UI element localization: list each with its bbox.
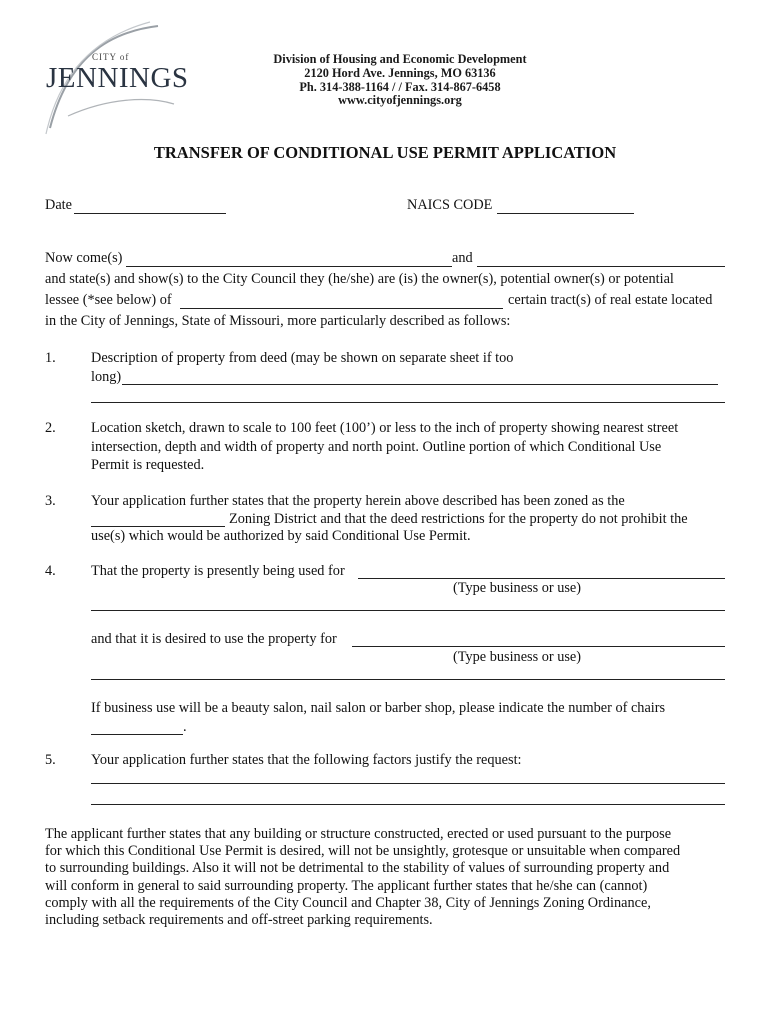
- number-of-chairs-field[interactable]: [91, 734, 183, 735]
- zoning-district-field[interactable]: [91, 526, 225, 527]
- item-3-text-2: Zoning District and that the deed restrictions for the property do not prohibit the: [229, 511, 688, 527]
- chairs-question: If business use will be a beauty salon, nail salon or barber shop, please indicate the number of chairs: [91, 700, 666, 716]
- header-line-division: Division of Housing and Economic Development: [273, 52, 527, 66]
- lessee-label: lessee (*see below) of: [45, 292, 172, 308]
- item-2-text-1: Location sketch, drawn to scale to 100 feet (100’) or less to the inch of property showing nearest street: [91, 420, 679, 436]
- naics-code-field[interactable]: [497, 213, 634, 214]
- closing-line-6: including setback requirements and off-street parking requirements.: [45, 912, 433, 929]
- desired-use-field-2[interactable]: [91, 679, 725, 680]
- item-1-text-2: long): [91, 369, 122, 385]
- item-2-text-3: Permit is requested.: [91, 457, 205, 473]
- item-1-number: 1.: [45, 350, 56, 366]
- naics-label: NAICS CODE: [407, 197, 493, 213]
- item-4-text-2: and that it is desired to use the property for: [91, 631, 337, 647]
- chairs-period: .: [183, 719, 187, 735]
- present-use-field-2[interactable]: [91, 610, 725, 611]
- item-3-number: 3.: [45, 493, 56, 509]
- desired-use-note: (Type business or use): [453, 649, 582, 665]
- item-2-number: 2.: [45, 420, 56, 436]
- justification-field-2[interactable]: [91, 804, 725, 805]
- property-description-field-1[interactable]: [122, 384, 718, 385]
- item-5-text-1: Your application further states that the following factors justify the request:: [91, 752, 522, 768]
- item-2-text-2: intersection, depth and width of property and north point. Outline portion of which Conditional Use: [91, 439, 662, 455]
- header-line-phone: Ph. 314-388-1164 / / Fax. 314-867-6458: [299, 80, 501, 94]
- logo-small-text: CITY of: [92, 52, 130, 62]
- applicant-name-field[interactable]: [126, 266, 452, 267]
- co-applicant-name-field[interactable]: [477, 266, 725, 267]
- intro-line-4: in the City of Jennings, State of Missouri, more particularly described as follows:: [45, 313, 511, 329]
- closing-line-1: The applicant further states that any building or structure constructed, erected or used pursuant to the purpose: [45, 826, 672, 842]
- present-use-field[interactable]: [358, 578, 725, 579]
- property-address-field[interactable]: [180, 308, 503, 309]
- justification-field-1[interactable]: [91, 783, 725, 784]
- date-label: Date: [45, 197, 72, 213]
- closing-line-3: to surrounding buildings. Also it will not be detrimental to the stability of values of surrounding property and: [45, 860, 670, 877]
- page-title: TRANSFER OF CONDITIONAL USE PERMIT APPLICATION: [153, 143, 617, 162]
- item-3-text-1: Your application further states that the property herein above described has been zoned as the: [91, 493, 625, 509]
- property-description-field-2[interactable]: [91, 402, 725, 403]
- certain-tract-text: certain tract(s) of real estate located: [508, 292, 713, 308]
- closing-line-4: will conform in general to said surrounding property. The applicant further states that he/she can (cannot): [45, 877, 648, 894]
- item-4-text-1: That the property is presently being used for: [91, 563, 345, 579]
- city-logo: [38, 18, 189, 136]
- header-line-address: 2120 Hord Ave. Jennings, MO 63136: [304, 66, 496, 80]
- present-use-note: (Type business or use): [453, 580, 582, 596]
- closing-line-2: for which this Conditional Use Permit is desired, will not be unsightly, grotesque or unsuitable when compared: [45, 843, 681, 860]
- header-line-website: www.cityofjennings.org: [338, 93, 462, 107]
- closing-statement: [45, 826, 735, 929]
- logo-name: JENNINGS: [46, 62, 189, 94]
- closing-line-5: comply with all the requirements of the City Council and Chapter 38, City of Jennings Zoning Ordinance,: [45, 894, 651, 911]
- date-field[interactable]: [74, 213, 226, 214]
- item-1-text-1: Description of property from deed (may be shown on separate sheet if too: [91, 350, 514, 366]
- item-5-number: 5.: [45, 752, 56, 768]
- desired-use-field[interactable]: [352, 646, 725, 647]
- now-comes-label: Now come(s): [45, 250, 123, 266]
- intro-line-2: and state(s) and show(s) to the City Council they (he/she) are (is) the owner(s), potential owner(s) or potential: [45, 271, 674, 287]
- item-4-number: 4.: [45, 563, 56, 579]
- item-3-text-3: use(s) which would be authorized by said Conditional Use Permit.: [91, 528, 471, 544]
- and-label: and: [452, 250, 473, 266]
